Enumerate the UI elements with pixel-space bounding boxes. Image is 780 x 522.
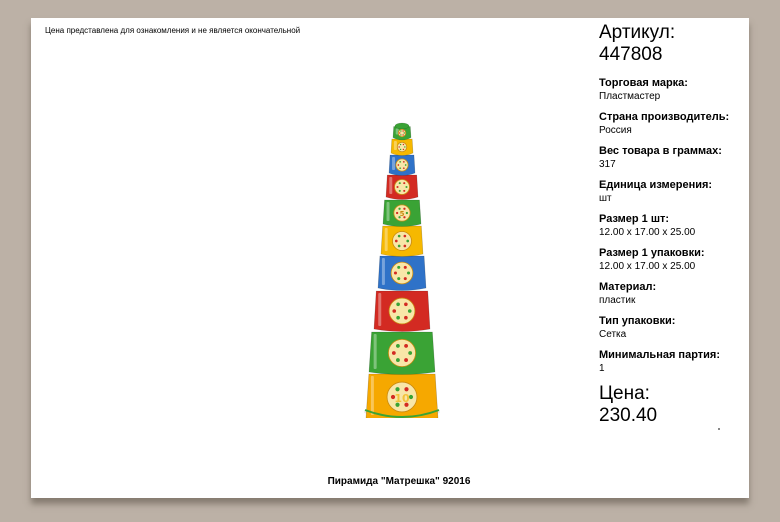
field-value: Сетка [599,329,627,340]
medallion-dot [407,271,410,274]
medallion-dot [396,186,398,188]
field-label: Материал: [599,281,657,293]
medallion-dot [396,302,400,306]
field-country [599,110,749,137]
medallion-dot [404,266,407,269]
medallion-dot [404,132,405,133]
medallion-dot [399,161,401,163]
ring-highlight [389,177,392,194]
medallion-dot [403,161,405,163]
article-label: Артикул: [599,22,676,43]
medallion-dot [397,266,400,269]
ring-highlight [371,376,374,415]
field-label: Тип упаковки: [599,315,676,327]
medallion-dot [396,344,400,348]
field-label: Торговая марка: [599,77,688,89]
ring-highlight [394,141,397,150]
field-value: 12.00 x 17.00 x 25.00 [599,261,696,272]
field-label: Страна производитель: [599,111,730,123]
medallion-dot [408,309,412,313]
field-min-order [599,348,749,375]
medallion-dot [394,271,397,274]
medallion-dot [400,134,401,135]
medallion-dot [403,144,404,145]
medallion-dot [400,130,401,131]
medallion-dot [403,190,405,192]
field-value: пластик [599,295,636,306]
field-value: 1 [599,363,605,374]
ring-highlight [387,202,390,221]
product-image-stacking-pyramid [361,106,443,418]
medallion-dot [404,146,405,147]
medallion-dot [399,132,400,133]
medallion-dot [398,245,401,248]
field-value: шт [599,193,612,204]
field-label: Вес товара в граммах: [599,145,722,157]
decorative-dot [718,428,720,430]
medallion-dot [392,351,396,355]
price-value: 230.40 [599,405,658,426]
medallion-dot [399,182,401,184]
medallion-dot [404,277,407,280]
medallion-dot [402,134,403,135]
ring-highlight [385,228,388,251]
medallion-dot [403,167,405,169]
medallion-dot [400,149,401,150]
medallion-dot [404,344,408,348]
ring-highlight [374,334,377,369]
medallion-dot [399,190,401,192]
medallion-dot [403,182,405,184]
ring-highlight [392,157,395,170]
article-block [599,22,749,66]
medallion-dot [398,235,401,238]
field-value: Пластмастер [599,91,661,102]
field-label: Минимальная партия: [599,349,720,361]
price-block [599,383,749,427]
field-package-type [599,314,749,341]
medallion-dot [403,149,404,150]
field-brand [599,76,749,103]
ring-highlight [378,293,381,326]
field-package-size [599,246,749,273]
ring-highlight [382,258,385,285]
product-info-panel [599,22,749,427]
field-weight [599,144,749,171]
medallion-dot [404,316,408,320]
field-value: Россия [599,125,632,136]
medallion-dot [402,130,403,131]
price-disclaimer: Цена представлена для ознакомления и не является окончательной [45,26,301,35]
medallion-dot [398,146,399,147]
fifth-ring-number: 5 [399,210,405,218]
article-number: 447808 [599,44,663,65]
price-label: Цена: [599,383,650,404]
medallion-dot [392,309,396,313]
field-label: Размер 1 шт: [599,213,670,225]
pyramid-top-cap [395,123,409,129]
field-unit [599,178,749,205]
medallion-dot [406,212,408,214]
medallion-dot [404,358,408,362]
medallion-dot [395,387,399,391]
medallion-dot [404,302,408,306]
medallion-dot [397,164,399,166]
field-value: 317 [599,159,616,170]
medallion-dot [404,235,407,238]
product-sheet [31,18,749,498]
field-value: 12.00 x 17.00 x 25.00 [599,227,696,238]
field-material [599,280,749,307]
medallion-dot [396,212,398,214]
medallion-dot [396,358,400,362]
medallion-dot [399,167,401,169]
product-title: Пирамида "Матрешка" 92016 [327,476,471,487]
field-item-size [599,212,749,239]
field-label: Единица измерения: [599,179,713,191]
medallion-dot [395,240,398,243]
medallion-dot [408,351,412,355]
medallion-dot [405,164,407,166]
medallion-dot [406,240,409,243]
medallion-dot [405,186,407,188]
bottom-ring-number: 10 [394,392,410,405]
medallion-dot [404,245,407,248]
medallion-dot [396,316,400,320]
medallion-dot [397,277,400,280]
field-label: Размер 1 упаковки: [599,247,705,259]
medallion-dot [400,144,401,145]
medallion-dot [404,387,408,391]
